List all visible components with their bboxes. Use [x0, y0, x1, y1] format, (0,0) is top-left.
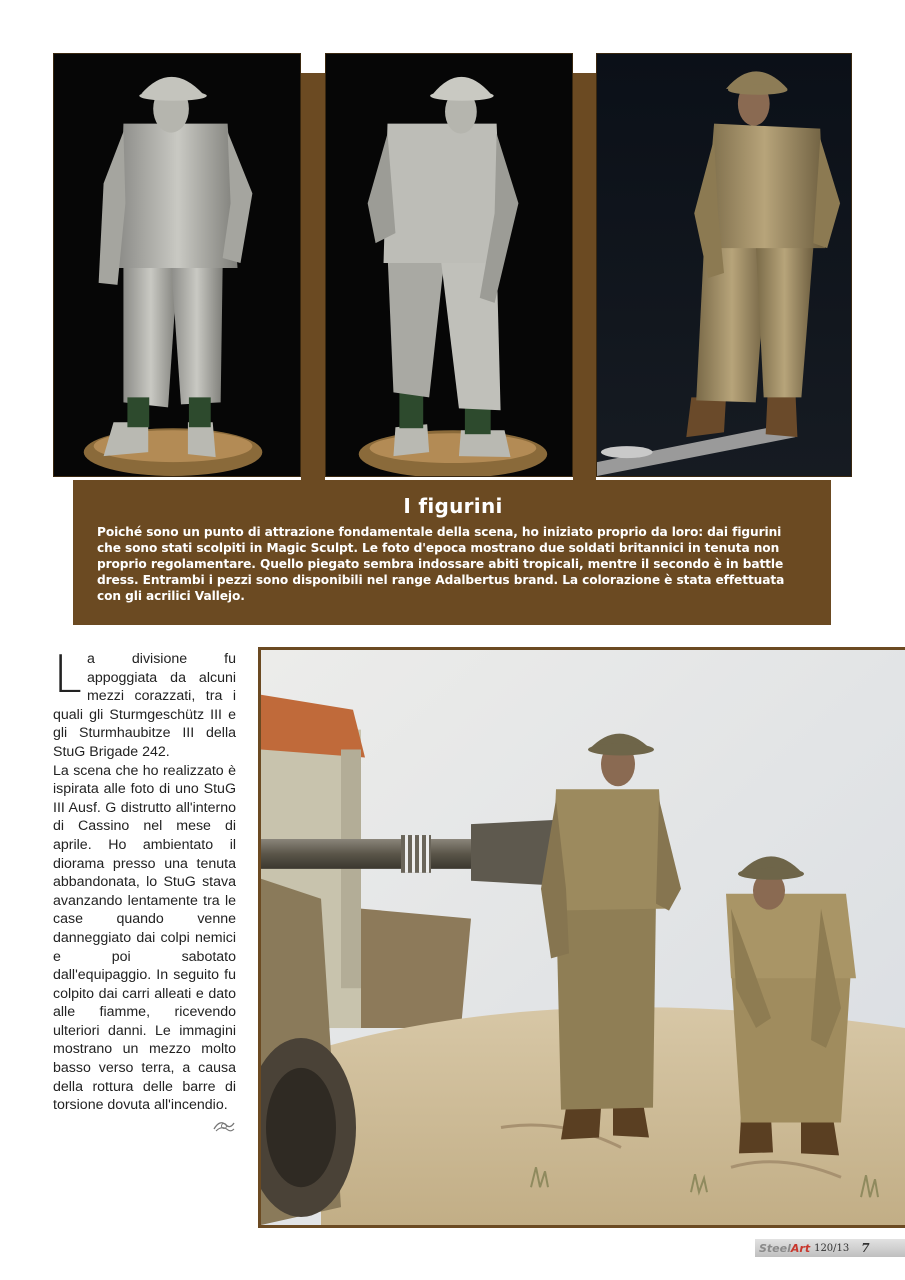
photo-frame-accent-left — [301, 73, 325, 480]
article-paragraph-1: a divisione fu appoggiata da alcuni mezzi corazzati, tra i quali gli Sturmgeschütz III e gli Sturmhaubitze III della StuG Brigade 242. — [53, 651, 236, 760]
end-ornament-icon — [212, 1117, 236, 1133]
article-text — [53, 645, 236, 1133]
photo-diorama-scene — [258, 647, 905, 1228]
photo-unpainted-figure-back — [325, 53, 573, 477]
photo-painted-figure — [596, 53, 852, 477]
article-paragraph-2 — [53, 762, 236, 1115]
caption-title: I figurini — [403, 494, 503, 518]
drop-cap: L — [53, 645, 82, 705]
article-paragraph-2-text: La scena che ho realizzato è ispirata alle foto di uno StuG III Ausf. G distrutto all'interno di Cassino nel mese di aprile. Ho ambientato il diorama presso una tenuta abbandonata, lo StuG stava avanzando lentamente tra le case quando venne danneggiato dai colpi nemici e poi sabotato dall'equipaggio. In seguito fu colpito dai carri alleati e dato alle fiamme, ricevendo ulteriori danni. Le immagini mostrano un mezzo molto basso verso terra, a causa della rottura delle barre di torsione dovuta all'incendio. — [53, 762, 236, 1114]
photo-unpainted-figure-front — [53, 53, 301, 477]
photo-frame-accent-right — [573, 73, 596, 480]
footer-issue: 120/13 — [814, 1242, 850, 1254]
page-footer — [755, 1239, 905, 1257]
caption-box — [73, 480, 831, 625]
footer-page-number: 7 — [861, 1241, 870, 1255]
footer-brand-steel: Steel — [759, 1241, 791, 1255]
caption-text: Poiché sono un punto di attrazione fondamentale della scena, ho iniziato proprio da loro: dai figurini che sono stati scolpiti in Magic Sculpt. Le foto d'epoca mostrano due soldati britannici in tenuta non proprio regolamentare. Quello piegato sembra indossare abiti tropicali, mentre il secondo è in battle dress. Entrambi i pezzi sono disponibili nel range Adalbertus brand. La colorazione è stata effettuata con gli acrilici Vallejo. — [97, 525, 785, 603]
footer-brand-art: Art — [790, 1241, 811, 1255]
